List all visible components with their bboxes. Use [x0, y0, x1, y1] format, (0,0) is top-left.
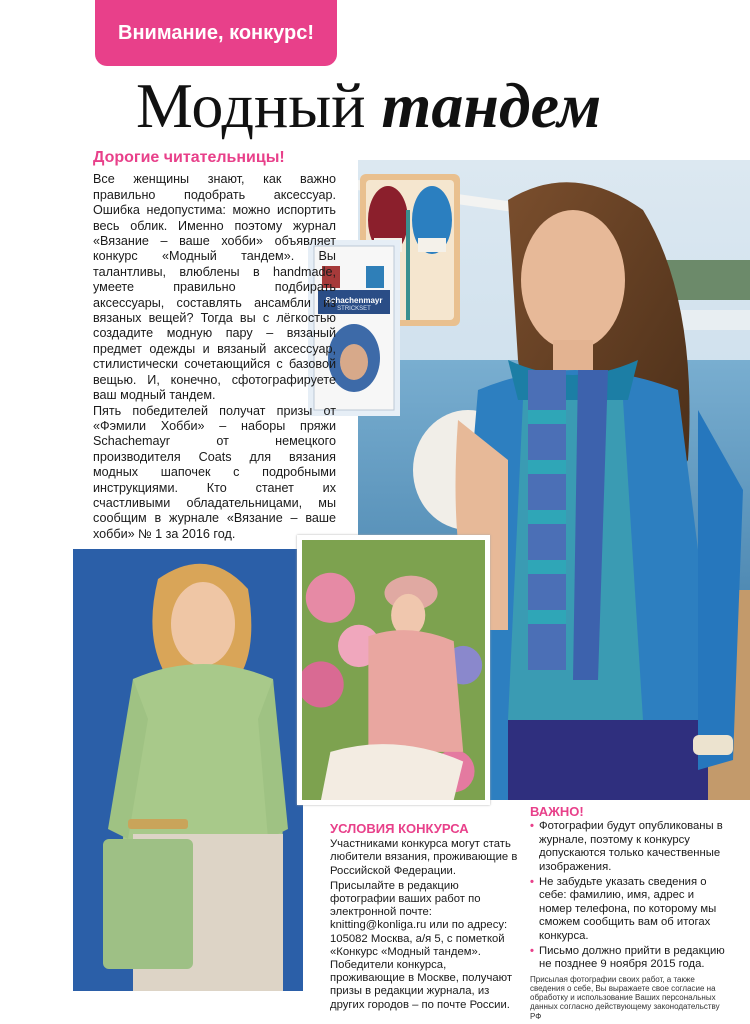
important-item-text: Письмо должно прийти в редакцию не позднее 9 ноября 2015 года.: [539, 945, 725, 971]
yarn-kit-box-sublabel: STRICKSET: [337, 306, 371, 312]
important-notes: [530, 805, 725, 1021]
bullet-icon: •: [530, 820, 534, 833]
important-item-text: Не забудьте указать сведения о себе: фамилию, имя, адрес и номер телефона, по которому мы сможем сообщить вам об итогах конкурса.: [539, 876, 717, 942]
title-regular: Модный: [136, 70, 366, 141]
important-item-text: Фотографии будут опубликованы в журнале, поэтому к конкурсу допускаются только качественные изображения.: [539, 820, 723, 873]
list-item: [530, 945, 725, 972]
intro-paragraph-2: Пять победителей получат призы от «Фэмили Хобби» – наборы пряжи Schachemayr от немецкого производителя Coats для вязания модных шапочек с подробными инструкциями. Кто станет их счастливыми обладательницами, мы сообщим в журнале «Вязание – ваше хобби» № 1 за 2016 год.: [93, 403, 336, 541]
intro-paragraph-1: Все женщины знают, как важно правильно подобрать аксессуар. Ошибка недопустима: можно испортить весь облик. Именно поэтому журнал «Вязание – ваше хобби» объявляет конкурс «Модный тандем». Вы талантливы, влюблены в handmade, умеете правильно подбирать аксессуары, составлять ансамбли из вязаных вещей? Тогда вы с лёгкостью создадите модную пару – вязаный предмет одежды и вязаный аксессуар, стилистически сочетающийся с базовой вещью. И, конечно, сфотографируете ваш модный тандем.: [93, 172, 336, 403]
conditions-paragraph-1: Участниками конкурса могут стать любители вязания, проживающие в Российской Федерации.: [330, 838, 518, 877]
important-list: [530, 820, 725, 971]
intro-heading: Дорогие читательницы!: [93, 149, 285, 166]
consent-note: Присылая фотографии своих работ, а также сведения о себе, Вы выражаете свое согласие на обработку и использование Ваших персональных данных согласно действующему законодательству РФ: [530, 974, 720, 1021]
pink-cardigan-model-photo: [297, 535, 490, 805]
conditions-paragraph-2: Присылайте в редакцию фотографии ваших работ по электронной почте: knitting@konliga.ru или по адресу: 105082 Москва, а/я 5, с пометкой «Конкурс «Модный тандем». Победители конкурса, проживающие в Москве, получают призы в редакции журнала, из других городов – по почте России.: [330, 879, 513, 1011]
bullet-icon: •: [530, 876, 534, 889]
title-italic: тандем: [381, 70, 602, 141]
list-item: [530, 820, 725, 874]
intro-column: [93, 150, 336, 542]
list-item: [530, 876, 725, 943]
section-tab: [95, 0, 337, 66]
yarn-kit-box-label: Schachenmayr: [325, 296, 383, 305]
contest-conditions: [330, 822, 520, 1014]
section-tab-label: Внимание, конкурс!: [118, 21, 314, 44]
conditions-heading: УСЛОВИЯ КОНКУРСА: [330, 821, 469, 836]
green-sweater-model-photo: [73, 549, 303, 991]
page-title: [136, 70, 602, 141]
important-heading: ВАЖНО!: [530, 804, 584, 819]
bullet-icon: •: [530, 945, 534, 958]
